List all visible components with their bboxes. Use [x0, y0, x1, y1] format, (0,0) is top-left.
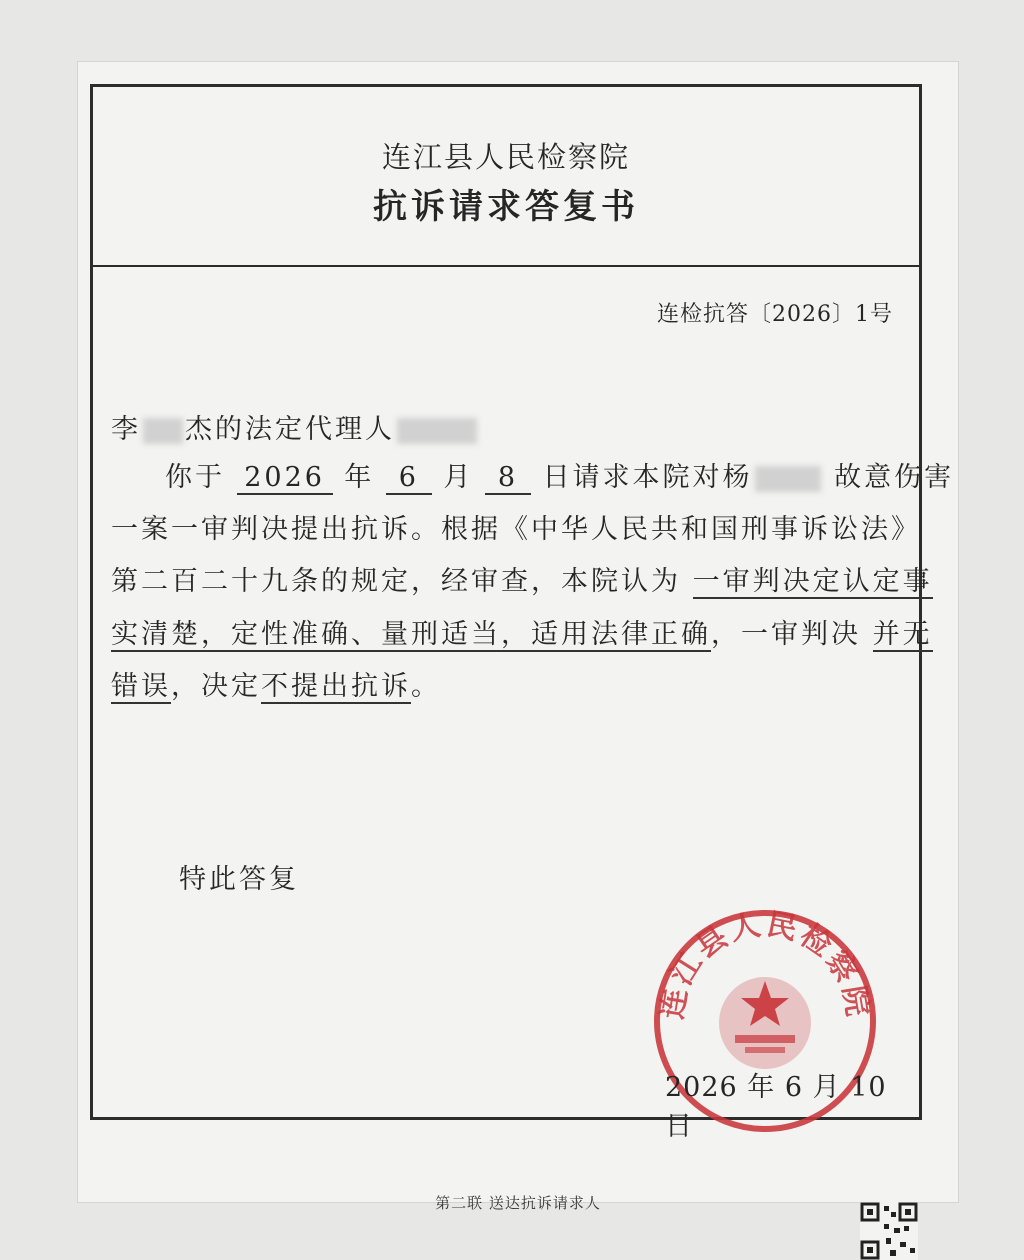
copy-footer: 第二联 送达抗诉请求人 — [435, 1194, 601, 1212]
verdict-part-a: 并无 — [872, 619, 933, 650]
agency-name: 连江县人民检察院 — [381, 140, 630, 174]
line5-end: 。 — [411, 671, 441, 702]
document-frame — [90, 84, 955, 1142]
body-line-4 — [111, 612, 933, 670]
closing-text: 特此答复 — [179, 864, 299, 895]
para-lead: 你于 — [165, 462, 225, 493]
sign-date: 2026 年 6 月 10 日 — [665, 1072, 887, 1142]
request-day: 8 — [485, 462, 531, 495]
unit-year: 年 — [344, 462, 375, 493]
recipient-suffix: 杰的法定代理人 — [185, 414, 395, 445]
document-page — [78, 62, 958, 1212]
unit-day: 日请求本院对杨 — [542, 462, 753, 493]
unit-month: 月 — [443, 462, 474, 493]
emblem-base — [745, 1047, 785, 1053]
seal-text: 连江县人民检察院 — [654, 907, 876, 1022]
header-rule — [93, 265, 919, 267]
decision: 不提出抗诉 — [261, 671, 411, 702]
document-title: 抗诉请求答复书 — [373, 187, 639, 227]
redacted-name — [397, 418, 477, 444]
verdict-part-b: 错误 — [111, 671, 171, 702]
body-line-1 — [111, 455, 955, 513]
document-number: 连检抗答〔2026〕1号 — [657, 302, 893, 327]
body-line-5 — [111, 664, 916, 722]
line3-lead: 第二百二十九条的规定，经审查，本院认为 — [111, 566, 681, 597]
finding-part-a: 一审判决定认定事 — [692, 566, 933, 597]
case-name: 故意伤害 — [834, 462, 955, 493]
recipient-prefix: 李 — [111, 414, 141, 445]
emblem-gate — [735, 1035, 795, 1043]
body-line-2: 一案一审判决提出抗诉。根据《中华人民共和国刑事诉讼法》 — [111, 514, 921, 545]
finding-part-b: 实清楚，定性准确、量刑适当，适用法律正确 — [111, 619, 711, 650]
line5-mid: ，决定 — [171, 671, 261, 702]
redacted-name — [755, 466, 821, 492]
qr-code-icon — [860, 1202, 918, 1260]
body-line-3 — [111, 559, 933, 617]
request-year: 2026 — [237, 462, 333, 495]
redacted-name — [143, 418, 183, 444]
line4-mid: ，一审判决 — [711, 619, 861, 650]
request-month: 6 — [386, 462, 432, 495]
